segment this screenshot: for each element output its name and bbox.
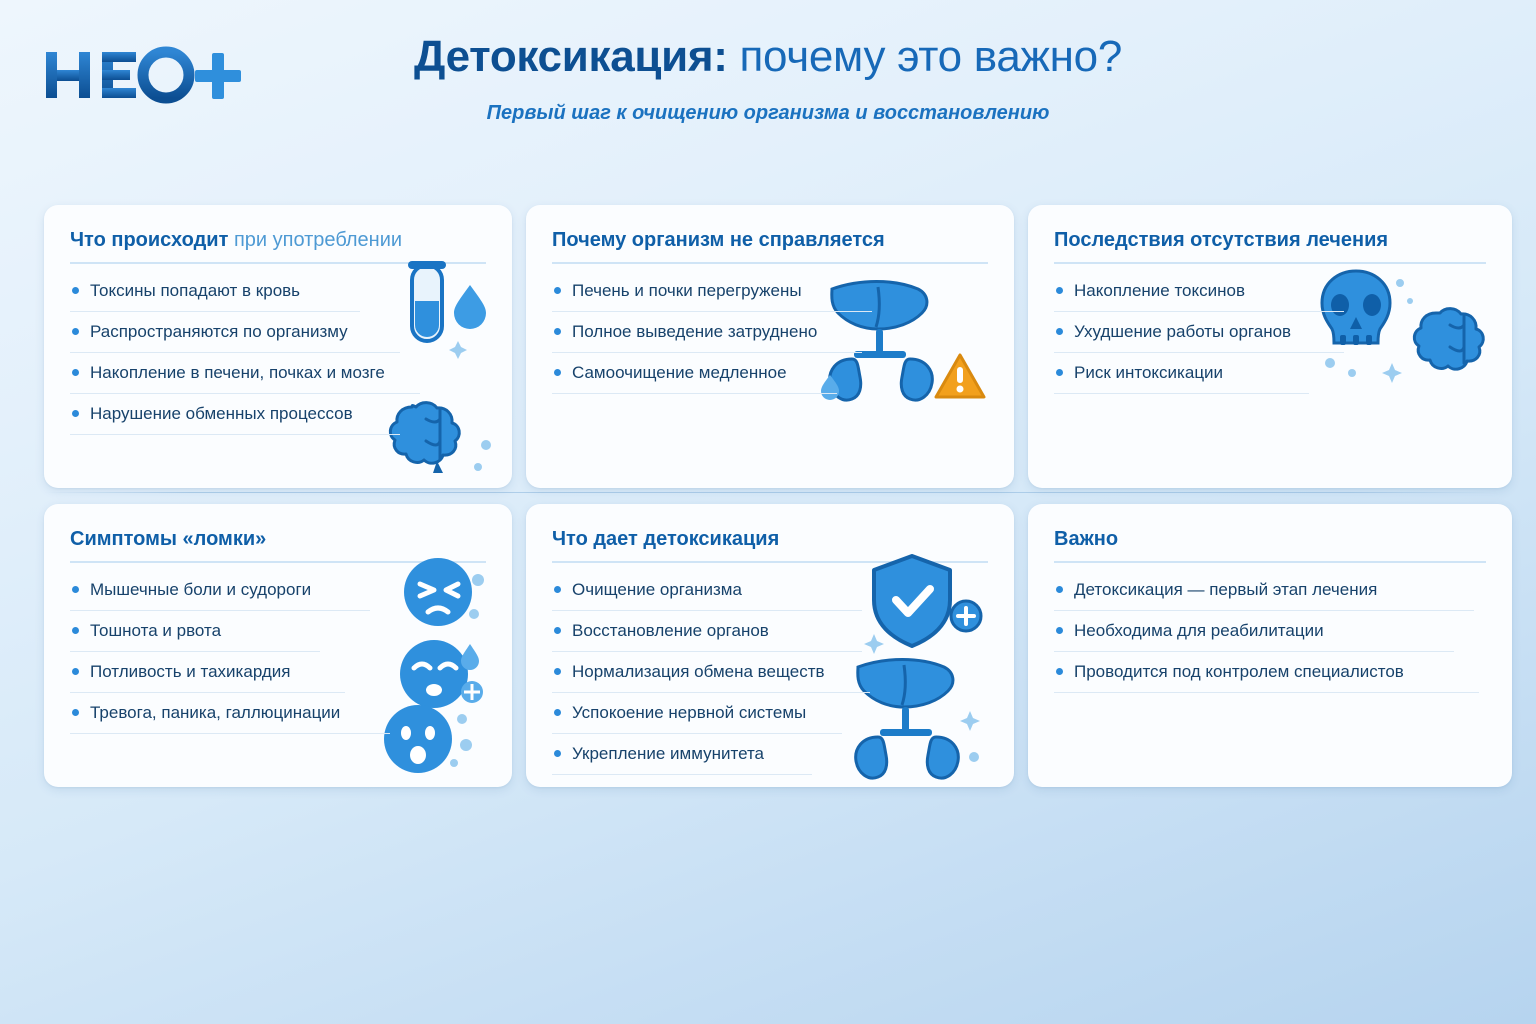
- list-item: Риск интоксикации: [1054, 362, 1309, 394]
- list-item: Распространяются по организму: [70, 321, 400, 353]
- card-important: [1028, 504, 1512, 787]
- list-item: Детоксикация — первый этап лечения: [1054, 579, 1474, 611]
- list-item: Тошнота и рвота: [70, 620, 320, 652]
- card-item-list: [552, 280, 988, 394]
- header: [0, 0, 1536, 180]
- cards-grid: [44, 205, 1492, 787]
- list-item: Потливость и тахикардия: [70, 661, 345, 693]
- list-item: Токсины попадают в кровь: [70, 280, 360, 312]
- list-item: Нарушение обменных процессов: [70, 403, 400, 435]
- list-item: Тревога, паника, галлюцинации: [70, 702, 390, 734]
- list-item: Необходима для реабилитации: [1054, 620, 1454, 652]
- card-what-happens: [44, 205, 512, 488]
- page-title-rest: почему это важно?: [727, 32, 1122, 81]
- card-item-list: [552, 579, 988, 775]
- card-title-strong: Важно: [1054, 528, 1119, 550]
- card-item-list: [1054, 280, 1486, 394]
- card-title-strong: Последствия отсутствия лечения: [1054, 229, 1389, 251]
- list-item: Ухудшение работы органов: [1054, 321, 1344, 353]
- list-item: Самоочищение медленное: [552, 362, 837, 394]
- list-item: Нормализация обмена веществ: [552, 661, 870, 693]
- list-item: Полное выведение затруднено: [552, 321, 862, 353]
- card-title: [70, 229, 486, 264]
- card-item-list: [1054, 579, 1486, 693]
- card-title: [552, 229, 988, 264]
- card-item-list: [70, 280, 486, 435]
- list-item: Успокоение нервной системы: [552, 702, 842, 734]
- card-title-strong: Почему организм не справляется: [552, 229, 885, 251]
- page-title-strong: Детоксикация:: [414, 32, 728, 81]
- card-title-muted: при употреблении: [228, 229, 403, 251]
- card-title: [1054, 528, 1486, 563]
- card-title: [70, 528, 486, 563]
- list-item: Укрепление иммунитета: [552, 743, 812, 775]
- card-item-list: [70, 579, 486, 734]
- card-title-strong: Симптомы «ломки»: [70, 528, 267, 550]
- list-item: Накопление токсинов: [1054, 280, 1344, 312]
- neo-plus-logo: [44, 40, 254, 110]
- card-title-strong: Что дает детоксикация: [552, 528, 780, 550]
- list-item: Очищение организма: [552, 579, 862, 611]
- card-title-strong: Что происходит: [70, 229, 229, 251]
- card-withdrawal-symptoms: [44, 504, 512, 787]
- card-title: [1054, 229, 1486, 264]
- list-item: Проводится под контролем специалистов: [1054, 661, 1479, 693]
- card-detox-benefits: [526, 504, 1014, 787]
- card-title: [552, 528, 988, 563]
- list-item: Накопление в печени, почках и мозге: [70, 362, 420, 394]
- list-item: Мышечные боли и судороги: [70, 579, 370, 611]
- card-consequences: [1028, 205, 1512, 488]
- list-item: Восстановление органов: [552, 620, 862, 652]
- list-item: Печень и почки перегружены: [552, 280, 872, 312]
- page-subtitle: Первый шаг к очищению организма и восстановлению: [486, 102, 1050, 125]
- card-why-body-fails: [526, 205, 1014, 488]
